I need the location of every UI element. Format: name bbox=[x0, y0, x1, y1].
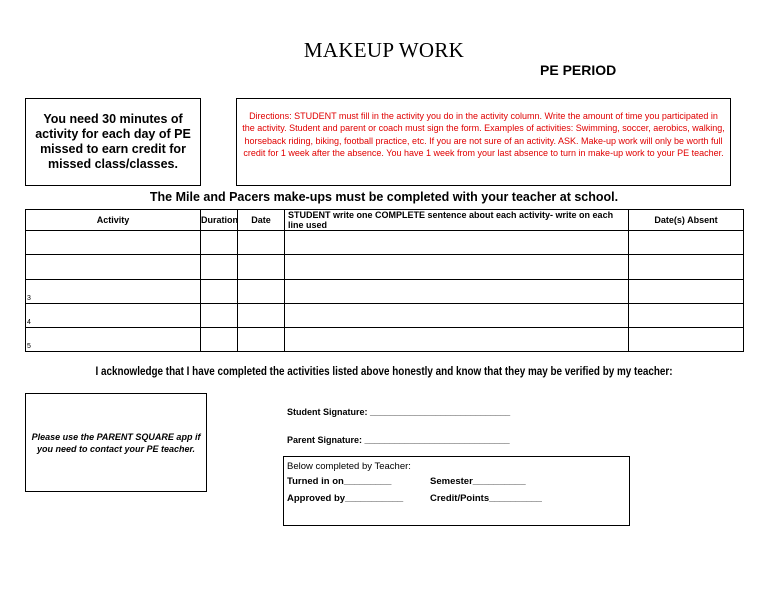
statement-cell[interactable] bbox=[285, 303, 629, 327]
page-title: MAKEUP WORK bbox=[303, 38, 465, 62]
duration-cell[interactable] bbox=[201, 328, 238, 352]
absent-cell[interactable] bbox=[629, 231, 744, 255]
absent-cell[interactable] bbox=[629, 279, 744, 303]
semester-field[interactable]: Semester__________ bbox=[430, 476, 526, 487]
duration-cell[interactable] bbox=[201, 231, 238, 255]
table-row bbox=[26, 303, 744, 327]
activity-cell[interactable] bbox=[26, 255, 201, 279]
minutes-note-text: You need 30 minutes of activity for each day of PE missed to earn credit for missed class/classes. bbox=[35, 112, 191, 171]
date-cell[interactable] bbox=[238, 303, 285, 327]
approved-by-field[interactable]: Approved by___________ bbox=[287, 493, 404, 504]
parent-square-box bbox=[25, 393, 207, 492]
table-row bbox=[26, 231, 744, 255]
mile-pacers-note: The Mile and Pacers make-ups must be completed with your teacher at school. bbox=[149, 190, 619, 204]
parent-signature-line[interactable]: Parent Signature: _____________________________ bbox=[287, 435, 510, 445]
activity-cell[interactable] bbox=[26, 279, 201, 303]
col-date-absent: Date(s) Absent bbox=[629, 210, 744, 231]
date-cell[interactable] bbox=[238, 255, 285, 279]
statement-cell[interactable] bbox=[285, 255, 629, 279]
activity-table bbox=[25, 209, 744, 352]
directions-box bbox=[236, 98, 731, 186]
activity-cell[interactable] bbox=[26, 328, 201, 352]
col-activity: Activity bbox=[26, 210, 201, 231]
directions-text: Directions: STUDENT must fill in the activity you do in the activity column. Write the amount of time you participated in the activity. Student and parent or coach must sign the form. Examples of activities: Swimming, soccer, aerobics, walking, horseback riding, biking, football practice, etc. If you are not sure of an activity. ASK. Make-up work will only be worth full credit for 1 week after the absence. You have 1 week from your last absence to turn in make-up work to your PE teacher. bbox=[242, 111, 725, 159]
minutes-note-box bbox=[25, 98, 201, 186]
table-row bbox=[26, 328, 744, 352]
absent-cell[interactable] bbox=[629, 303, 744, 327]
table-row bbox=[26, 279, 744, 303]
activity-cell[interactable] bbox=[26, 303, 201, 327]
activity-cell[interactable] bbox=[26, 231, 201, 255]
date-cell[interactable] bbox=[238, 279, 285, 303]
acknowledgement-text: I acknowledge that I have completed the activities listed above honestly and know that they may be verified by my teacher: bbox=[95, 366, 673, 378]
statement-cell[interactable] bbox=[285, 328, 629, 352]
turned-in-field[interactable]: Turned in on_________ bbox=[287, 476, 392, 487]
col-statement: STUDENT write one COMPLETE sentence about each activity- write on each line used bbox=[285, 210, 629, 231]
absent-cell[interactable] bbox=[629, 255, 744, 279]
row-number: 4 bbox=[27, 319, 31, 327]
date-cell[interactable] bbox=[238, 231, 285, 255]
table-row bbox=[26, 255, 744, 279]
row-number: 3 bbox=[27, 294, 31, 302]
date-cell[interactable] bbox=[238, 328, 285, 352]
duration-cell[interactable] bbox=[201, 255, 238, 279]
teacher-section-box bbox=[283, 456, 630, 526]
pe-period-label: PE PERIOD bbox=[540, 62, 617, 78]
duration-cell[interactable] bbox=[201, 303, 238, 327]
absent-cell[interactable] bbox=[629, 328, 744, 352]
credit-points-field[interactable]: Credit/Points__________ bbox=[430, 493, 542, 504]
col-duration: Duration bbox=[201, 210, 238, 231]
col-date: Date bbox=[238, 210, 285, 231]
parent-square-text: Please use the PARENT SQUARE app if you need to contact your PE teacher. bbox=[31, 431, 201, 454]
statement-cell[interactable] bbox=[285, 231, 629, 255]
teacher-line-2 bbox=[287, 493, 626, 504]
teacher-section-heading: Below completed by Teacher: bbox=[287, 461, 411, 472]
row-number: 5 bbox=[27, 343, 31, 351]
statement-cell[interactable] bbox=[285, 279, 629, 303]
duration-cell[interactable] bbox=[201, 279, 238, 303]
student-signature-line[interactable]: Student Signature: ____________________________ bbox=[287, 407, 511, 417]
table-header-row bbox=[26, 210, 744, 231]
teacher-line-1 bbox=[287, 476, 626, 487]
